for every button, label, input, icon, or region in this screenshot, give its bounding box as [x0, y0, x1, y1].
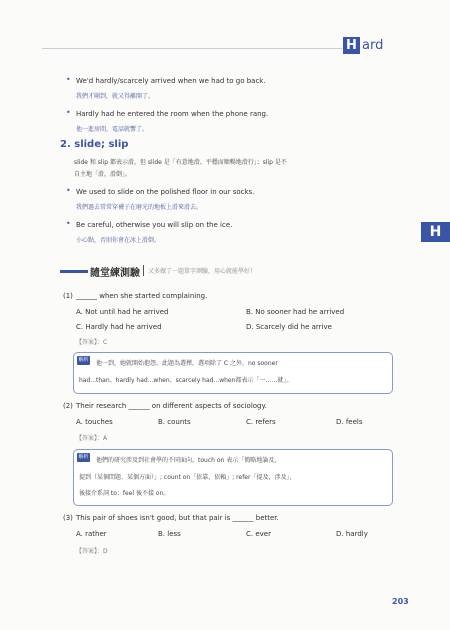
bullet-icon: •	[66, 186, 71, 195]
option-a: A. touches	[76, 418, 113, 426]
hard-level-badge: H	[343, 37, 360, 54]
question-stem: This pair of shoes isn't good, but that pair is ______ better.	[76, 514, 279, 522]
answer-label: 【答案】：D	[76, 548, 108, 555]
example-en: We used to slide on the polished floor in our socks.	[76, 188, 255, 196]
option-a: A. Not until had he arrived	[76, 308, 169, 316]
option-b: B. No sooner had he arrived	[246, 308, 345, 316]
example-zh: 他一進房間，電話就響了。	[76, 126, 149, 133]
hard-level-label: ard	[362, 38, 384, 53]
option-d: D. hardly	[336, 530, 368, 538]
quiz-divider	[143, 265, 144, 276]
quiz-heading-bar	[60, 270, 88, 273]
side-tab-h: H	[421, 222, 450, 242]
option-a: A. rather	[76, 530, 107, 538]
question-number: (2)	[63, 402, 73, 410]
option-d: D. feels	[336, 418, 363, 426]
quiz-subtitle: 又多做了一題單字測驗，用心就能學好！	[148, 268, 257, 275]
option-d: D. Scarcely did he arrive	[246, 323, 332, 331]
section-title: 2. slide; slip	[60, 139, 129, 150]
page-number: 203	[392, 597, 409, 606]
example-en: Be careful, otherwise you will slip on the ice.	[76, 221, 233, 229]
explanation-badge: 解析	[78, 357, 89, 363]
answer-label: 【答案】：C	[76, 339, 108, 346]
bullet-icon: •	[66, 108, 71, 117]
question-stem: Their research ______ on different aspects of sociology.	[76, 402, 267, 410]
explanation-box	[73, 352, 393, 394]
explanation-text: 提到（某個問題、某個方面）」; count on「依靠，依賴」; refer「提及，涉及」，	[79, 474, 296, 481]
example-zh: 小心點，否則你會在冰上滑倒。	[76, 237, 161, 244]
option-b: B. counts	[158, 418, 191, 426]
example-zh: 我們才剛到，就又得離開了。	[76, 93, 155, 100]
option-c: C. refers	[246, 418, 276, 426]
example-zh: 我們過去常常穿襪子在磨光的地板上滑來滑去。	[76, 204, 203, 211]
bullet-icon: •	[66, 219, 71, 228]
quiz-title: 隨堂練測驗	[90, 268, 140, 279]
question-number: (3)	[63, 514, 73, 522]
example-en: Hardly had he entered the room when the phone rang.	[76, 110, 269, 118]
explanation-text: 後接介系詞 to；feel 後不接 on。	[79, 490, 170, 497]
option-c: C. ever	[246, 530, 271, 538]
example-en: We'd hardly/scarcely arrived when we had to go back.	[76, 77, 266, 85]
section-desc: 自主地「滑，滑倒」。	[74, 171, 132, 178]
answer-label: 【答案】：A	[76, 435, 108, 442]
explanation-badge: 解析	[78, 454, 89, 460]
option-b: B. less	[158, 530, 181, 538]
header-rule	[42, 48, 342, 49]
bullet-icon: •	[66, 75, 71, 84]
question-number: (1)	[63, 292, 73, 300]
explanation-text: had...than、hardly had...when、scarcely had...when都表示「一……就」。	[79, 377, 293, 384]
question-stem: ______ when she started complaining.	[76, 292, 208, 300]
section-desc: slide 和 slip 都表示滑，但 slide 是「有意地滑、平穩而順暢地滑行」；slip 是不	[74, 159, 287, 166]
explanation-box	[73, 449, 393, 506]
option-c: C. Hardly had he arrived	[76, 323, 162, 331]
explanation-text: 他們的研究涉及到社會學的不同面向。touch on 表示「簡略地論及，	[96, 457, 281, 464]
explanation-text: 他一到，她就開始抱怨。此題為選擇，選項除了 C 之外，no sooner	[96, 360, 278, 367]
